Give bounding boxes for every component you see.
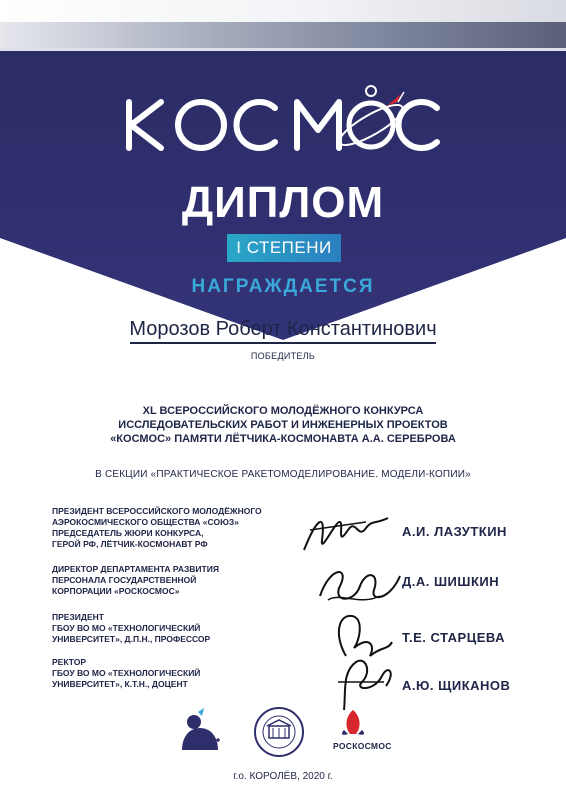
awarded-heading: НАГРАЖДАЕТСЯ	[191, 276, 375, 297]
kosmos-logo	[117, 80, 457, 160]
signatory-role	[52, 612, 302, 645]
header-band-divider	[0, 48, 566, 51]
role-line: ГЕРОЙ РФ, ЛЁТЧИК-КОСМОНАВТ РФ	[52, 539, 208, 549]
signature-lazutkin	[296, 500, 396, 560]
signatory-role	[52, 564, 302, 597]
degree-badge: I СТЕПЕНИ	[227, 234, 341, 262]
diploma-title: ДИПЛОМ	[181, 178, 385, 227]
role-line: РЕКТОР	[52, 657, 86, 667]
contest-description	[40, 404, 526, 446]
signatory-name: Т.Е. СТАРЦЕВА	[402, 630, 506, 645]
role-line: ГБОУ ВО МО «ТЕХНОЛОГИЧЕСКИЙ	[52, 668, 201, 678]
contest-line: XL ВСЕРОССИЙСКОГО МОЛОДЁЖНОГО КОНКУРСА	[142, 405, 424, 417]
signatory-name: Д.А. ШИШКИН	[402, 574, 500, 589]
contest-line: ИССЛЕДОВАТЕЛЬСКИХ РАБОТ И ИНЖЕНЕРНЫХ ПРОЕКТОВ	[118, 419, 448, 431]
header-band-steel	[0, 22, 566, 48]
bear-rocket-logo	[176, 706, 224, 754]
city-year: г.о. КОРОЛЁВ, 2020 г.	[233, 771, 333, 782]
partner-logos	[0, 706, 566, 766]
role-line: ГБОУ ВО МО «ТЕХНОЛОГИЧЕСКИЙ	[52, 623, 201, 633]
roscosmos-logo	[340, 708, 366, 738]
role-line: АЭРОКОСМИЧЕСКОГО ОБЩЕСТВА «СОЮЗ»	[52, 517, 239, 527]
contest-section: В СЕКЦИИ «ПРАКТИЧЕСКОЕ РАКЕТОМОДЕЛИРОВАНИЕ. МОДЕЛИ-КОПИИ»	[95, 469, 471, 480]
contest-line: «КОСМОС» ПАМЯТИ ЛЁТЧИКА-КОСМОНАВТА А.А. СЕРЕБРОВА	[110, 433, 456, 445]
award-status: ПОБЕДИТЕЛЬ	[250, 351, 316, 361]
header-band-light	[0, 0, 566, 22]
role-line: УНИВЕРСИТЕТ», Д.П.Н., ПРОФЕССОР	[52, 634, 211, 644]
signatory-name: А.Ю. ЩИКАНОВ	[402, 678, 511, 693]
recipient-name: Морозов Роберт Константинович	[129, 318, 437, 340]
signatory-name: А.И. ЛАЗУТКИН	[402, 524, 507, 539]
role-line: ПРЕЗИДЕНТ ВСЕРОССИЙСКОГО МОЛОДЁЖНОГО	[52, 506, 262, 516]
university-seal-logo	[253, 706, 305, 758]
signature-shchikanov	[316, 652, 416, 712]
recipient-underline	[130, 342, 436, 344]
role-line: ПРЕЗИДЕНТ	[52, 612, 104, 622]
role-line: ПРЕДСЕДАТЕЛЬ ЖЮРИ КОНКУРСА,	[52, 528, 204, 538]
role-line: УНИВЕРСИТЕТ», К.Т.Н., ДОЦЕНТ	[52, 679, 188, 689]
role-line: ДИРЕКТОР ДЕПАРТАМЕНТА РАЗВИТИЯ	[52, 564, 219, 574]
role-line: ПЕРСОНАЛА ГОСУДАРСТВЕННОЙ	[52, 575, 197, 585]
roscosmos-label: РОСКОСМОС	[333, 741, 392, 751]
signatory-role	[52, 506, 302, 550]
signatory-role	[52, 657, 302, 690]
role-line: КОРПОРАЦИИ «РОСКОСМОС»	[52, 586, 180, 596]
